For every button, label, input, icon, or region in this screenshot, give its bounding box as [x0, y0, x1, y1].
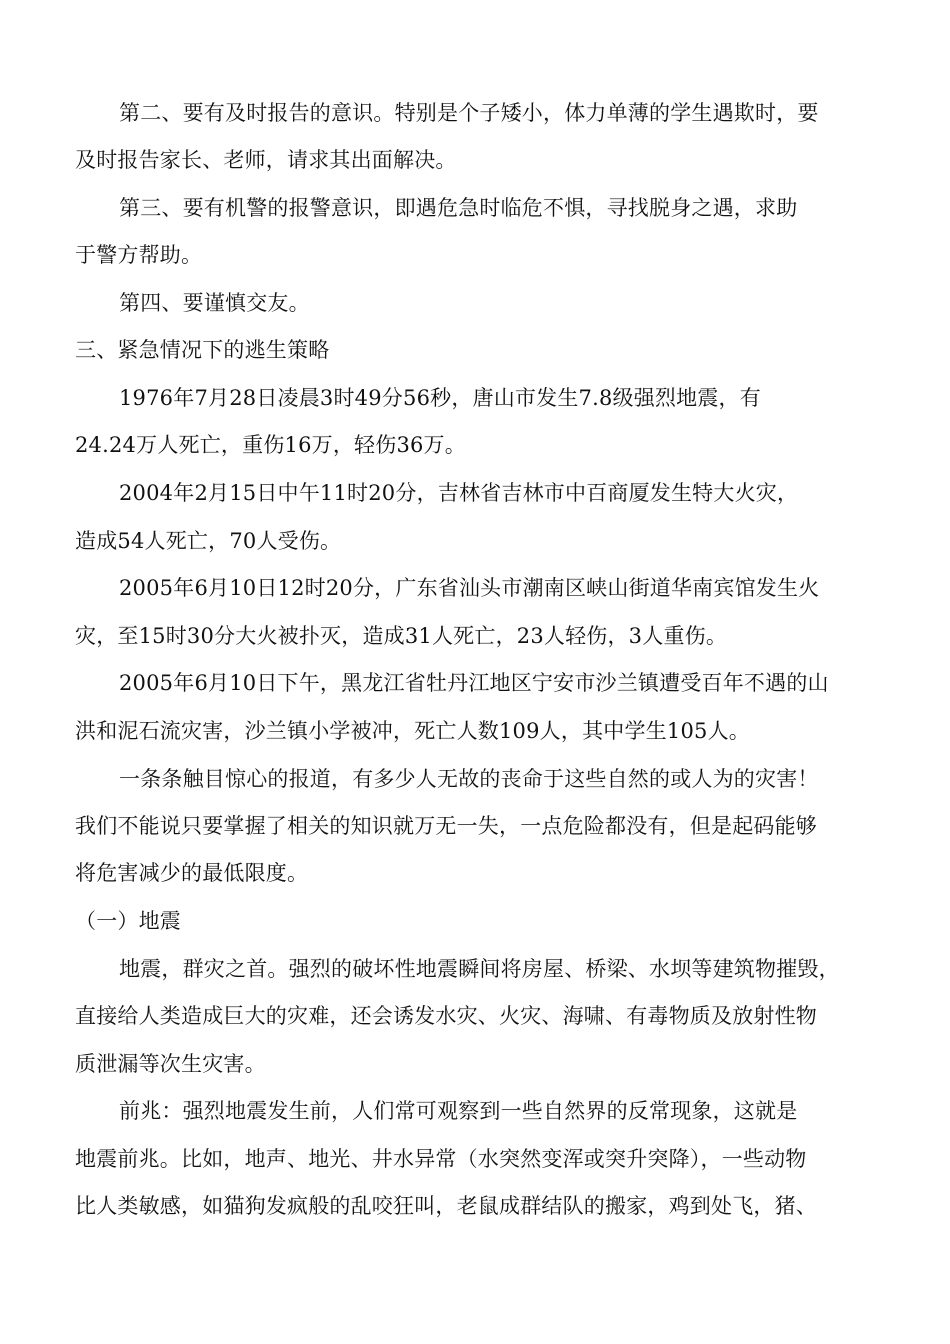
text-line: 地震，群灾之首。强烈的破坏性地震瞬间将房屋、桥梁、水坝等建筑物摧毁， — [119, 957, 840, 981]
text-line: 2005年6月10日下午，黑龙江省牡丹江地区宁安市沙兰镇遭受百年不遇的山 — [119, 671, 829, 695]
text-line: 前兆：强烈地震发生前，人们常可观察到一些自然界的反常现象，这就是 — [119, 1099, 798, 1123]
subsection-heading: （一）地震 — [75, 909, 181, 933]
text-line: 灾，至15时30分大火被扑灭，造成31人死亡，23人轻伤，3人重伤。 — [75, 624, 728, 648]
text-line: 造成54人死亡，70人受伤。 — [75, 529, 342, 553]
text-line: 1976年7月28日凌晨3时49分56秒，唐山市发生7.8级强烈地震，有 — [119, 386, 761, 410]
text-line: 洪和泥石流灾害，沙兰镇小学被冲，死亡人数109人，其中学生105人。 — [75, 719, 750, 743]
text-line: 质泄漏等次生灾害。 — [75, 1052, 266, 1076]
text-line: 及时报告家长、老师，请求其出面解决。 — [75, 148, 457, 172]
text-line: 第四、要谨慎交友。 — [119, 291, 310, 315]
text-line: 将危害减少的最低限度。 — [75, 861, 309, 885]
text-line: 第二、要有及时报告的意识。特别是个子矮小，体力单薄的学生遇欺时，要 — [119, 101, 819, 125]
text-line: 于警方帮助。 — [75, 243, 203, 267]
text-line: 2005年6月10日12时20分，广东省汕头市潮南区峡山街道华南宾馆发生火 — [119, 576, 820, 600]
text-line: 第三、要有机警的报警意识，即遇危急时临危不惧，寻找脱身之遇，求助 — [119, 196, 798, 220]
text-line: 地震前兆。比如，地声、地光、井水异常（水突然变浑或突升突降），一些动物 — [75, 1147, 807, 1171]
text-line: 一条条触目惊心的报道，有多少人无故的丧命于这些自然的或人为的灾害！ — [119, 767, 819, 791]
text-line: 我们不能说只要掌握了相关的知识就万无一失，一点危险都没有，但是起码能够 — [75, 814, 817, 838]
text-line: 直接给人类造成巨大的灾难，还会诱发水灾、火灾、海啸、有毒物质及放射性物 — [75, 1004, 817, 1028]
section-heading: 三、紧急情况下的逃生策略 — [75, 338, 330, 362]
text-line: 2004年2月15日中午11时20分，吉林省吉林市中百商厦发生特大火灾， — [119, 481, 799, 505]
text-line: 24.24万人死亡，重伤16万，轻伤36万。 — [75, 433, 466, 457]
text-line: 比人类敏感，如猫狗发疯般的乱咬狂叫，老鼠成群结队的搬家，鸡到处飞，猪、 — [75, 1194, 817, 1218]
